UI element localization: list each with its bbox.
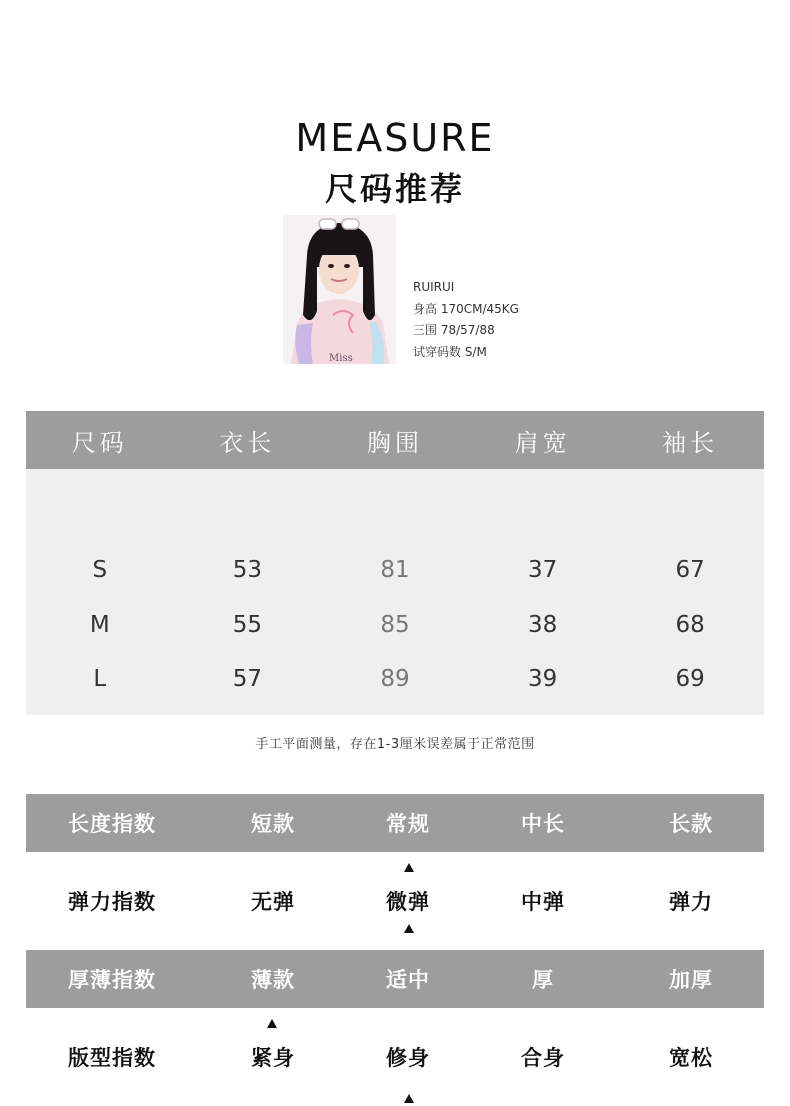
length-index-label: 长度指数 <box>68 812 156 836</box>
cell-length: 55 <box>232 612 263 638</box>
model-measurements: 三围 78/57/88 <box>413 323 495 337</box>
header-size: 尺码 <box>71 428 128 457</box>
cell-sleeve: 68 <box>675 612 705 638</box>
cell-size: S <box>92 557 108 583</box>
selected-marker-icon <box>404 924 414 933</box>
cell-sleeve: 67 <box>675 557 705 583</box>
size-table-body <box>26 469 764 752</box>
selected-marker-icon <box>267 1019 277 1028</box>
length-index-row <box>26 794 764 852</box>
table-row <box>26 612 764 638</box>
cell-length: 57 <box>232 666 263 692</box>
elasticity-option: 中弹 <box>521 890 565 914</box>
thickness-option: 加厚 <box>669 968 713 992</box>
fit-index-label: 版型指数 <box>68 1046 156 1070</box>
cell-sleeve: 69 <box>675 666 705 692</box>
measurement-note: 手工平面测量，存在1-3厘米误差属于正常范围 <box>255 737 535 752</box>
size-table <box>26 411 764 752</box>
thickness-index-label: 厚薄指数 <box>68 968 156 992</box>
cell-chest: 85 <box>380 612 410 638</box>
elasticity-option: 无弹 <box>251 890 295 914</box>
selected-marker-icon <box>404 863 414 872</box>
elasticity-index-row <box>26 852 764 950</box>
header-chest: 胸围 <box>366 428 423 457</box>
cell-length: 53 <box>232 557 263 583</box>
cell-shoulder: 39 <box>527 666 558 692</box>
length-option: 常规 <box>386 812 430 836</box>
thickness-option: 薄款 <box>251 968 295 992</box>
size-table-header <box>26 411 764 469</box>
length-option: 短款 <box>251 812 295 836</box>
fit-index-row <box>26 1008 764 1106</box>
index-table <box>26 794 764 1106</box>
cell-chest: 89 <box>380 666 410 692</box>
fit-option: 合身 <box>521 1046 565 1070</box>
header-shoulder: 肩宽 <box>514 428 571 457</box>
header-length: 衣长 <box>219 428 276 457</box>
elasticity-option: 微弹 <box>386 890 430 914</box>
thickness-option: 厚 <box>532 968 554 992</box>
elasticity-option: 弹力 <box>669 890 713 914</box>
fit-option: 宽松 <box>669 1046 713 1070</box>
page-title-chinese: 尺码推荐 <box>324 170 465 208</box>
elasticity-index-label: 弹力指数 <box>68 890 156 914</box>
page-title-english: MEASURE <box>295 116 495 160</box>
length-option: 中长 <box>521 812 565 836</box>
model-height-weight: 身高 170CM/45KG <box>413 301 519 316</box>
table-row <box>26 557 764 583</box>
cell-size: L <box>93 666 107 692</box>
length-option: 长款 <box>669 812 713 836</box>
cell-shoulder: 38 <box>527 612 558 638</box>
cell-size: M <box>89 612 110 638</box>
fit-option: 紧身 <box>251 1046 295 1070</box>
cell-shoulder: 37 <box>527 557 558 583</box>
fit-option: 修身 <box>386 1046 430 1070</box>
svg-text:Miss: Miss <box>329 353 353 364</box>
model-tried-size: 试穿码数 S/M <box>413 344 487 359</box>
cell-chest: 81 <box>380 557 410 583</box>
model-info <box>413 277 519 363</box>
model-name: RUIRUI <box>413 280 455 294</box>
model-photo <box>283 215 396 364</box>
selected-marker-icon <box>404 1094 414 1103</box>
thickness-option: 适中 <box>386 968 430 992</box>
table-row <box>26 666 764 692</box>
header-sleeve: 袖长 <box>662 428 719 457</box>
thickness-index-row <box>26 950 764 1008</box>
